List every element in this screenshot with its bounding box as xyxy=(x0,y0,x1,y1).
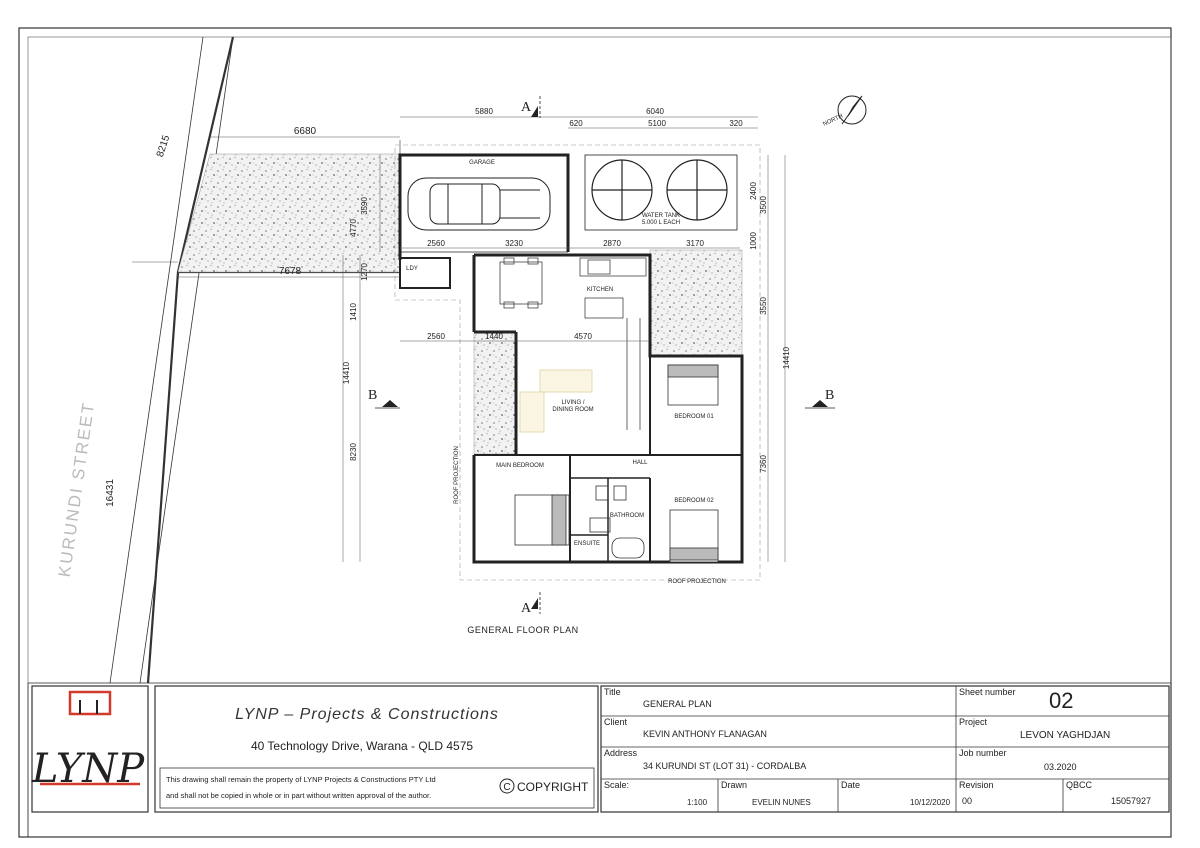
notice-line-2: and shall not be copied in whole or in part without written approval of the author. xyxy=(166,791,432,800)
dim-8215: 8215 xyxy=(154,133,173,159)
dim-2560-mid: 2560 xyxy=(427,332,445,341)
revision-label: Revision xyxy=(959,780,994,790)
scale-cell xyxy=(601,779,718,812)
company-name: LYNP – Projects & Constructions xyxy=(235,706,499,723)
sheet-number-value: 02 xyxy=(1049,688,1074,713)
dim-1440: 1440 xyxy=(485,332,503,341)
sheet-number-cell xyxy=(956,686,1169,716)
dim-7678: 7678 xyxy=(278,266,302,277)
dim-1410: 1410 xyxy=(349,303,358,321)
qbcc-label: QBCC xyxy=(1066,780,1093,790)
company-logo xyxy=(31,692,145,792)
dim-5100: 5100 xyxy=(648,119,666,128)
dim-5880: 5880 xyxy=(475,107,493,116)
north-label: NORTH xyxy=(822,113,845,128)
svg-text:C: C xyxy=(503,782,511,793)
notice-line-1: This drawing shall remain the property of LYNP Projects & Constructions PTY Ltd xyxy=(166,775,436,784)
room-label-roof-projection-side: ROOF PROJECTION xyxy=(454,446,460,504)
street-boundary xyxy=(110,37,400,683)
drawn-label: Drawn xyxy=(721,780,748,790)
sheet-number-label: Sheet number xyxy=(959,687,1016,697)
dim-8230: 8230 xyxy=(349,443,358,461)
address-label: Address xyxy=(604,748,638,758)
dim-14410-left: 14410 xyxy=(342,361,351,385)
water-tank-capacity: 5.000 L EACH xyxy=(641,220,681,226)
scale-value: 1:100 xyxy=(687,798,708,807)
address-cell xyxy=(601,747,956,779)
dim-2560-top: 2560 xyxy=(427,239,445,248)
copyright-text: COPYRIGHT xyxy=(517,780,589,794)
room-label-bathroom: BATHROOM xyxy=(609,513,645,519)
room-label-hall: HALL xyxy=(632,460,648,466)
room-label-bedroom1: BEDROOM 01 xyxy=(674,414,714,420)
room-label-dining: DINING ROOM xyxy=(552,407,594,413)
dim-4770: 4770 xyxy=(349,219,358,237)
dim-2870: 2870 xyxy=(603,239,621,248)
room-label-living: LIVING / xyxy=(561,400,585,406)
dim-14410-right: 14410 xyxy=(782,346,791,370)
water-tank-label: WATER TANK xyxy=(641,213,681,219)
client-label: Client xyxy=(604,717,628,727)
scale-label: Scale: xyxy=(604,780,630,790)
dim-6040: 6040 xyxy=(646,107,664,116)
qbcc-value: 15057927 xyxy=(1111,796,1152,806)
dim-6680: 6680 xyxy=(293,126,317,137)
dim-3230: 3230 xyxy=(505,239,523,248)
title-label: Title xyxy=(604,687,621,697)
dim-2400: 2400 xyxy=(749,182,758,200)
date-cell xyxy=(838,779,956,812)
dim-1000: 1000 xyxy=(749,232,758,250)
section-markers xyxy=(368,96,835,616)
client-cell xyxy=(601,716,956,747)
client-value: KEVIN ANTHONY FLANAGAN xyxy=(643,729,767,739)
room-label-main-bedroom: MAIN BEDROOM xyxy=(496,463,544,469)
section-a-top: A xyxy=(521,100,532,115)
street-name: KURUNDI STREET xyxy=(54,400,99,579)
dim-3550: 3550 xyxy=(759,297,768,315)
project-label: Project xyxy=(959,717,988,727)
project-value: LEVON YAGHDJAN xyxy=(1020,730,1111,741)
date-label: Date xyxy=(841,780,861,790)
job-number-value: 03.2020 xyxy=(1044,762,1077,772)
dim-16431: 16431 xyxy=(105,479,116,507)
section-b-right: B xyxy=(825,388,835,403)
job-number-cell xyxy=(956,747,1169,779)
dim-4570: 4570 xyxy=(574,332,592,341)
project-cell xyxy=(956,716,1169,747)
revision-value: 00 xyxy=(962,796,973,806)
beds xyxy=(515,365,718,562)
revision-cell xyxy=(956,779,1063,812)
room-label-ldy: LDY xyxy=(406,266,418,272)
address-value: 34 KURUNDI ST (LOT 31) - CORDALBA xyxy=(643,761,807,771)
drawn-value: EVELIN NUNES xyxy=(752,798,811,807)
section-a-bottom: A xyxy=(521,601,532,616)
title-cell xyxy=(601,686,956,716)
job-number-label: Job number xyxy=(959,748,1007,758)
plan-title: GENERAL FLOOR PLAN xyxy=(467,625,579,635)
dim-320: 320 xyxy=(729,119,743,128)
room-label-ensuite: ENSUITE xyxy=(573,541,601,547)
room-label-bedroom2: BEDROOM 02 xyxy=(674,498,714,504)
dim-3590: 3590 xyxy=(360,197,369,215)
dim-620: 620 xyxy=(569,119,583,128)
room-label-roof-projection: ROOF PROJECTION xyxy=(668,579,726,585)
drawn-cell xyxy=(718,779,838,812)
date-value: 10/12/2020 xyxy=(910,798,951,807)
room-label-garage: GARAGE xyxy=(469,160,495,166)
dim-3170: 3170 xyxy=(686,239,704,248)
section-b-left: B xyxy=(368,388,378,403)
qbcc-cell xyxy=(1063,779,1169,812)
company-address: 40 Technology Drive, Warana - QLD 4575 xyxy=(250,739,474,753)
logo-text: LYNP xyxy=(31,746,145,792)
room-label-kitchen: KITCHEN xyxy=(586,287,614,293)
dim-1270: 1270 xyxy=(360,263,369,281)
title-value: GENERAL PLAN xyxy=(643,699,712,709)
car-icon xyxy=(408,178,550,230)
dim-3500: 3500 xyxy=(759,196,768,214)
north-arrow-icon xyxy=(838,96,866,124)
bath-fixtures xyxy=(590,486,644,558)
dim-7360: 7360 xyxy=(759,455,768,473)
